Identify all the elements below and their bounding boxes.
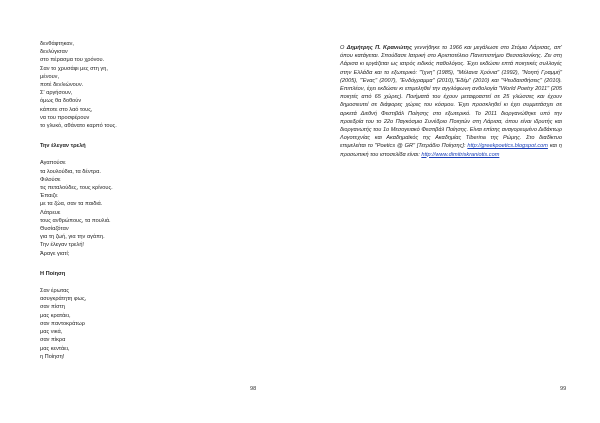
poem-poetry	[40, 270, 260, 361]
poem-line: μας κρατάει,	[40, 312, 71, 319]
poem-line: ποτέ δενλιώνουν.	[40, 82, 84, 89]
poem-line: κάποτε στο λαό τους,	[40, 106, 93, 113]
poem-line: σαν πίκρα	[40, 337, 66, 344]
blog-link[interactable]: http://greekpoetics.blogspot.com	[467, 143, 548, 150]
right-page	[300, 0, 600, 423]
poem-line: Λάτρευε	[40, 209, 61, 216]
poem-line: σαν πίστη	[40, 304, 65, 311]
poem-line: δενλύγισαν	[40, 49, 68, 56]
poem-line: να του προσφέρουν	[40, 114, 90, 121]
poem-line: Αγαπούσε	[40, 160, 66, 167]
website-link[interactable]: http://www.dimitriskraniotis.com	[421, 151, 500, 158]
poem-title: Η Ποίηση	[40, 270, 66, 277]
poem-title: Την έλεγαν τρελή	[40, 143, 86, 150]
bio-prefix: Ο	[340, 45, 347, 51]
poem-line: δενθάφτηκαν,	[40, 41, 74, 47]
poem-line: μας νικά,	[40, 329, 63, 336]
poem-line: Θυσίαζόταν	[40, 226, 69, 233]
poem-line: Σαν έρωτας	[40, 288, 70, 295]
poem-line: Σ' αργήσουν,	[40, 90, 73, 97]
bio-text: γεννήθηκε το 1966 και μεγάλωσε στο Στόμιο Λάρισας, απ' όπου κατάγεται. Σπούδασε Ιατρική στο Αριστοτέλειο Πανεπιστήμιο Θεσσαλονίκης. Ζει στη Λάρισα κι εργάζεται ως ιατρός ειδικός παθολόγος. Έχει εκδώσει επτά ποιητικές συλλογές στην Ελλάδα και το εξωτερικό: "Ίχνη" (1985), "Μέλανα Χρόνια" (1992), "Νοητή Γραμμή" (2005), "Ένας" (2007), "Ενδόγραμμα" (2010),"Εδέμ" (2010) και "Ψευδαισθήσεις" (2010). Επιπλέον, έχει εκδώσει κι επιμεληθεί την αγγλόφωνη ανθολογία "World Poetry 2011" (205 ποιητές από 65 χώρες). Ποιήματά του έχουν μεταφραστεί σε 25 γλώσσες και έχουν δημοσιευτεί σε διάφορες χώρες του κόσμου. Έχει προσκληθεί κι έχει συμμετάσχει σε αρκετά Διεθνή Φεστιβάλ Ποίησης στο εξωτερικό. Το 2011 διοργανώθηκε υπό την προεδρία του το 22ο Παγκόσμιο Συνέδριο Ποιητών στη Λάρισα, όπου είναι ιδρυτής και διοργανωτής του 1ο Μεσογειακό Φεστιβάλ Ποίησης. Είναι επίσης αναγορευμένο Διδάκτωρ Λογοτεχνίας και Ακαδημαϊκός της Ακαδημίας Tiberina της Ρώμης. Στο διαδίκτυο επιμελείται το "Poetics @ GR" [Τετράδιο Ποίησης]:	[340, 45, 562, 150]
poem-line: τις πεταλούδες, τους κρίνους.	[40, 185, 113, 192]
poem-line: μένουν,	[40, 73, 60, 80]
poem-line: τους ανθρώπους, τα πουλιά.	[40, 217, 111, 224]
poem-ending	[40, 40, 260, 130]
poem-line: Έπαιζε	[40, 193, 58, 200]
poem-line: μας κεντάει,	[40, 345, 70, 352]
poem-line: σαν παντοκράτωρ	[40, 320, 85, 327]
author-bio	[340, 44, 562, 159]
poem-line: το γλυκό, αθάνατο καρπό τους.	[40, 123, 117, 130]
author-name: Δημήτρης Π. Κρανιώτης	[346, 45, 412, 51]
poem-line: Σαν το χρυσάφι μες στη γη,	[40, 65, 108, 72]
bio-mid: και η προσωπική του ιστοσελίδα είναι:	[340, 143, 562, 158]
poem-line: Την έλεγαν τρελή!	[40, 242, 84, 249]
poem-line: για τη ζωή, για την αγάπη.	[40, 234, 105, 241]
page-number: 99	[560, 386, 567, 392]
poem-line: όμως θα δοθούν	[40, 98, 82, 105]
poem-line: στο πέρασμα του χρόνου.	[40, 57, 105, 64]
poem-line: με τα ζώα, σαν τα παιδιά.	[40, 201, 103, 208]
poem-line: τα λουλούδια, τα δέντρα.	[40, 168, 101, 175]
poem-line: Φιλούσε	[40, 176, 61, 183]
poem-line: ασυγκράτητη φως,	[40, 296, 87, 303]
poem-line: Άραγε γιατί;	[40, 250, 70, 257]
poem-crazy	[40, 142, 260, 258]
poem-line: η Ποίηση!	[40, 353, 65, 360]
page-number: 98	[250, 386, 257, 392]
poems-column	[40, 40, 260, 361]
